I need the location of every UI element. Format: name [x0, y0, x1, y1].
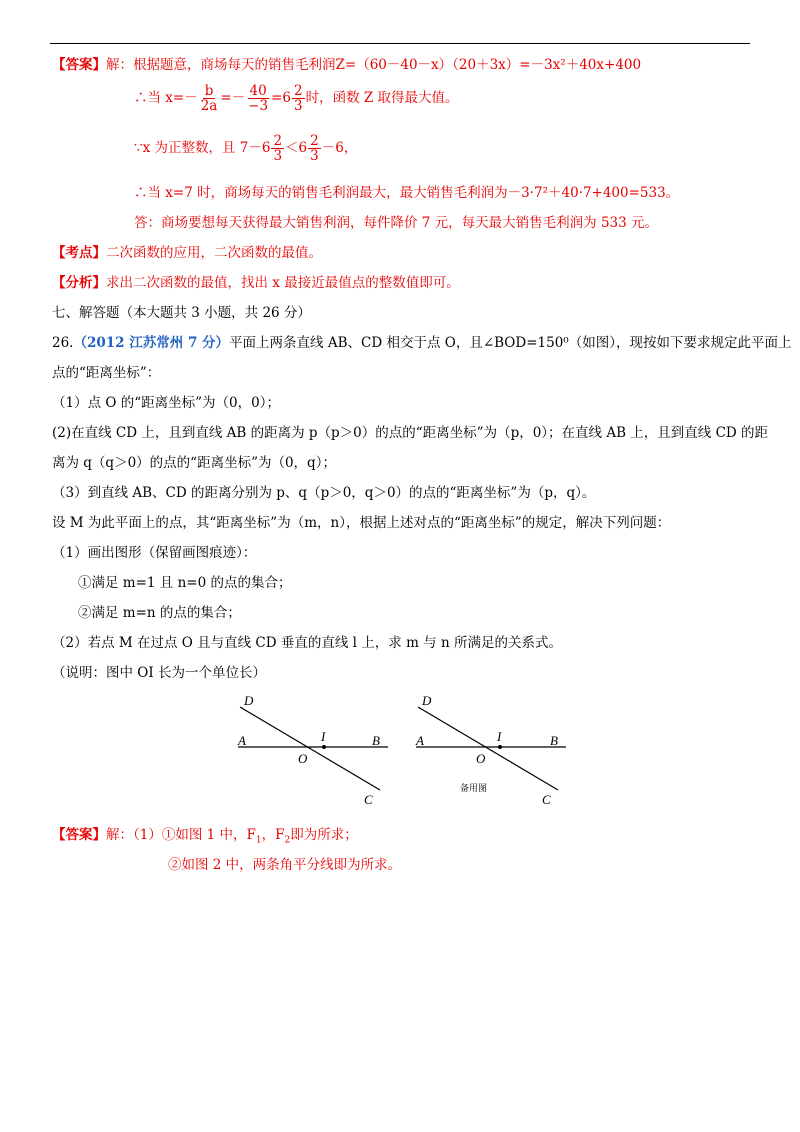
answer-line-2: [134, 84, 459, 113]
part-1a: ①满足 m=1 且 n=0 的点的集合；: [78, 575, 292, 591]
intro: 设 M 为此平面上的点，其“距离坐标”为（m，n），根据上述对点的“距离坐标”的规定，解决下列问题：: [52, 515, 671, 531]
part-2: （2）若点 M 在过点 O 且与直线 CD 垂直的直线 l 上，求 m 与 n 所满足的关系式。: [52, 635, 562, 651]
label-i: I: [497, 729, 502, 744]
rule-3: （3）到直线 AB、CD 的距离分别为 p、q（p＞0，q＞0）的点的“距离坐标”为（p，q）。: [52, 485, 596, 501]
answer-26-line-1: [52, 823, 358, 846]
rule-2a: (2)在直线 CD 上，且到直线 AB 的距离为 p（p＞0）的点的“距离坐标”为（p，0）；在直线 AB 上，且到直线 CD 的距: [52, 425, 769, 441]
fenxi-tag: 【分析】: [52, 275, 106, 291]
fraction: [292, 84, 305, 113]
fraction-numerator: b: [204, 83, 214, 99]
label-a: A: [416, 733, 424, 748]
part-1: （1）画出图形（保留画图痕迹）：: [52, 545, 257, 561]
label-d: D: [422, 693, 432, 708]
text-segment: ＜6: [285, 140, 308, 157]
fraction: [271, 134, 284, 163]
line-cd: [240, 707, 380, 790]
kaodian-line: [52, 241, 322, 261]
answer-line-5: 答：商场要想每天获得最大销售利润，每件降价 7 元，每天最大销售毛利润为 533 元。: [134, 215, 659, 231]
label-o: O: [476, 751, 486, 766]
fraction: [199, 84, 220, 113]
top-rule: [50, 43, 750, 44]
fraction-denominator: 2a: [200, 98, 218, 115]
text-segment: ，F: [261, 827, 285, 843]
rule-1: （1）点 O 的“距离坐标”为（0，0）；: [52, 395, 280, 411]
point-i: [498, 745, 502, 749]
fraction-numerator: 2: [273, 133, 283, 149]
question-number: 26.: [52, 335, 74, 351]
subscript: 2: [284, 835, 291, 846]
label-i: I: [321, 729, 326, 744]
question-26-line-1: [52, 331, 791, 351]
rule-2b: 离为 q（q＞0）的点的“距离坐标”为（0，q）；: [52, 455, 336, 471]
text-segment: ∴当 x=－: [134, 90, 198, 107]
answer-tag: 【答案】: [52, 827, 106, 843]
fraction-numerator: 2: [310, 133, 319, 149]
fenxi-line: [52, 271, 460, 291]
note: （说明：图中 OI 长为一个单位长）: [52, 665, 266, 681]
text-segment: =－: [220, 90, 246, 107]
part-1b: ②满足 m=n 的点的集合；: [78, 605, 241, 621]
fraction-denominator: −3: [248, 98, 269, 115]
question-26-line-2: 点的“距离坐标”：: [52, 365, 161, 381]
fraction-denominator: 3: [273, 148, 283, 165]
text-segment: 即为所求；: [290, 827, 358, 843]
answer-line-4: ∴当 x=7 时，商场每天的销售毛利润最大，最大销售毛利润为－3·7²＋40·7+400=533。: [134, 185, 680, 201]
subscript: 1: [255, 835, 262, 846]
line-cd: [418, 707, 558, 790]
answer-line-1: [52, 53, 641, 73]
label-b: B: [550, 733, 558, 748]
fraction-denominator: 3: [293, 98, 303, 115]
text-segment: 时，函数 Z 取得最大值。: [305, 90, 459, 107]
answer-tag: 【答案】: [52, 57, 106, 73]
answer-text: 解：根据题意，商场每天的销售毛利润Z=（60－40－x）（20＋3x）=－3x²＋40x+400: [106, 57, 642, 73]
kaodian-tag: 【考点】: [52, 245, 106, 261]
text-segment: －6，: [321, 140, 358, 157]
text-segment: 解：（1）①如图 1 中，F: [106, 827, 256, 843]
answer-line-3: [134, 134, 357, 163]
question-text: 平面上两条直线 AB、CD 相交于点 O，且∠BOD=150⁰（如图），现按如下要求规定此平面上: [229, 335, 792, 351]
fenxi-text: 求出二次函数的最值，找出 x 最接近最值点的整数值即可。: [106, 275, 460, 291]
fraction-numerator: 2: [293, 83, 303, 99]
section-heading: 七、解答题（本大题共 3 小题，共 26 分）: [52, 305, 311, 321]
fraction-denominator: 3: [310, 148, 319, 165]
fraction: [308, 134, 321, 163]
label-d: D: [244, 693, 254, 708]
text-segment: ∵x 为正整数，且 7－6: [134, 140, 271, 157]
fraction: [246, 84, 270, 113]
figure-2-diagram: [406, 690, 576, 808]
kaodian-text: 二次函数的应用，二次函数的最值。: [106, 245, 322, 261]
label-c: C: [364, 792, 373, 807]
label-b: B: [372, 733, 380, 748]
label-o: O: [298, 751, 308, 766]
label-a: A: [238, 733, 246, 748]
text-segment: =6: [271, 90, 291, 107]
question-source: （2012 江苏常州 7 分）: [73, 335, 230, 351]
figure-caption: 备用图: [460, 784, 488, 794]
figure-1-diagram: [228, 690, 398, 808]
answer-26-line-2: ②如图 2 中，两条角平分线即为所求。: [168, 857, 402, 873]
point-i: [322, 745, 326, 749]
fraction-numerator: 40: [249, 83, 267, 99]
label-c: C: [542, 792, 551, 807]
